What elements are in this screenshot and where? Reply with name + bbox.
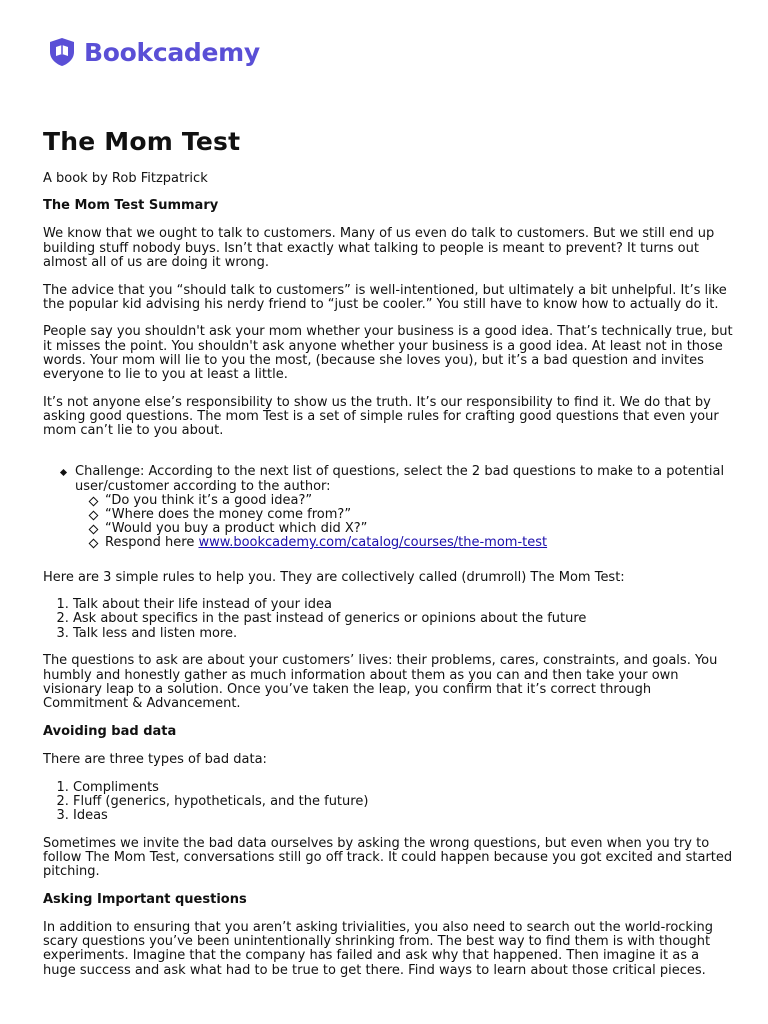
question-list — [75, 494, 733, 551]
summary-heading: The Mom Test Summary — [43, 198, 219, 214]
rule-item: 3. Talk less and listen more. — [73, 627, 733, 641]
rules-list — [43, 598, 733, 641]
paragraph: The questions to ask are about your customers’ lives: their problems, cares, constraints, and goals. You humbly and honestly gather as much information about them as you can and then take your own visionary leap to a solution. Once you’ve taken the leap, you confirm that it’s correct through Commitment & Advancement. — [43, 653, 718, 711]
byline: A book by Rob Fitzpatrick — [43, 171, 208, 186]
rule-item: 2. Ask about specifics in the past instead of generics or opinions about the future — [73, 612, 733, 626]
brand-name: Bookcademy — [84, 37, 260, 67]
bad-data-item: 2. Fluff (generics, hypotheticals, and the future) — [73, 795, 733, 809]
paragraph: The advice that you “should talk to customers” is well-intentioned, but ultimately a bit unhelpful. It’s like the popular kid advising his nerdy friend to “just be cooler.” You still have to know how to actually do it. — [43, 282, 727, 312]
bad-data-intro: There are three types of bad data: — [43, 751, 267, 767]
bad-data-list — [43, 781, 733, 824]
paragraph: Sometimes we invite the bad data ourselves by asking the wrong questions, but even when you try to follow The Mom Test, conversations still go off track. It could happen because you got excited and started pitching. — [43, 835, 733, 880]
paragraph: We know that we ought to talk to customers. Many of us even do talk to customers. But we still end up building stuff nobody buys. Isn’t that exactly what talking to people is meant to prevent? It turns out almost all of us are doing it wrong. — [43, 226, 715, 270]
bookcademy-shield-icon — [46, 36, 78, 68]
paragraph: It’s not anyone else’s responsibility to show us the truth. It’s our responsibility to find it. We do that by asking good questions. The mom Test is a set of simple rules for crafting good questions that even your mom can’t lie to you about. — [43, 394, 719, 439]
bad-data-item: 3. Ideas — [73, 809, 733, 823]
respond-link[interactable]: www.bookcademy.com/catalog/courses/the-mom-test — [198, 535, 548, 551]
brand-logo[interactable] — [46, 36, 260, 68]
rule-item: 1. Talk about their life instead of your idea — [73, 598, 733, 612]
question-item: “Do you think it’s a good idea?” — [105, 494, 733, 508]
question-item: “Would you buy a product which did X?” — [105, 522, 733, 536]
important-heading: Asking Important questions — [43, 891, 247, 907]
bad-data-heading: Avoiding bad data — [43, 723, 177, 739]
respond-label: Respond here — [105, 535, 199, 551]
challenge-list — [43, 465, 733, 550]
respond-item — [105, 536, 733, 550]
paragraph: People say you shouldn't ask your mom whether your business is a good idea. That’s technically true, but it misses the point. You shouldn't ask anyone whether your business is a good idea. At least not in those words. Your mom will lie to you the most, (because she loves you), but it’s a bad question and invites everyone to lie to you at least a little. — [43, 324, 733, 383]
challenge-text: Challenge: According to the next list of questions, select the 2 bad questions to make to a potential user/customer according to the author: — [75, 464, 725, 494]
question-item: “Where does the money come from?” — [105, 508, 733, 522]
challenge-item — [75, 465, 733, 550]
bad-data-item: 1. Compliments — [73, 781, 733, 795]
rules-intro: Here are 3 simple rules to help you. They are collectively called (drumroll) The Mom Test: — [43, 569, 625, 585]
page-title: The Mom Test — [43, 127, 241, 156]
article-body — [43, 172, 733, 991]
paragraph: In addition to ensuring that you aren’t asking trivialities, you also need to search out the world-rocking scary questions you’ve been unintentionally shrinking from. The best way to find them is with thought experiments. Imagine that the company has failed and ask why that happened. Then imagine it as a huge success and ask what had to be true to get there. Find ways to learn about those critical pieces. — [43, 920, 714, 978]
